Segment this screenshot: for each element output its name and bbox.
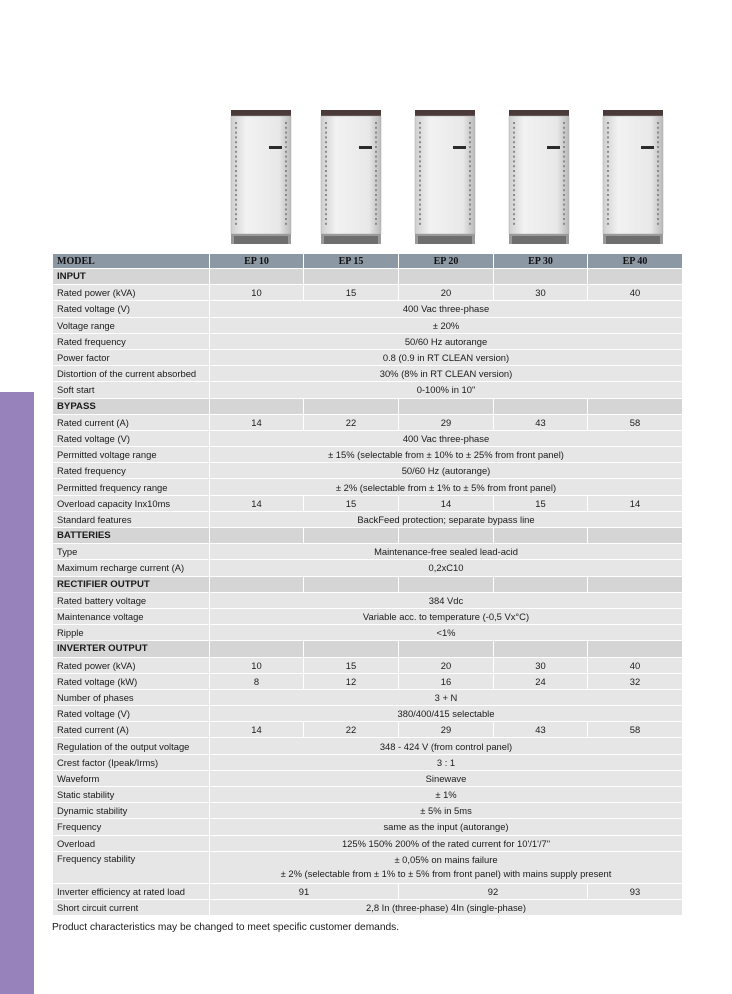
table-row xyxy=(53,430,683,446)
value-cell: Maintenance-free sealed lead-acid xyxy=(210,544,683,560)
value-cell: Sinewave xyxy=(210,770,683,786)
table-row xyxy=(53,366,683,382)
value-cell: 400 Vac three-phase xyxy=(210,430,683,446)
table-row xyxy=(53,285,683,301)
row-label: Permitted frequency range xyxy=(53,479,210,495)
section-row xyxy=(53,641,683,657)
empty-cell xyxy=(210,641,304,657)
row-label: Regulation of the output voltage xyxy=(53,738,210,754)
table-row xyxy=(53,803,683,819)
value-cell: ± 20% xyxy=(210,317,683,333)
empty-cell xyxy=(304,528,399,544)
footer-note: Product characteristics may be changed to meet specific customer demands. xyxy=(52,922,400,933)
value-cell: 30 xyxy=(494,285,588,301)
table-row xyxy=(53,689,683,705)
row-label: Maintenance voltage xyxy=(53,608,210,624)
row-label: Frequency xyxy=(53,819,210,835)
value-cell: 14 xyxy=(399,495,494,511)
table-row xyxy=(53,673,683,689)
empty-cell xyxy=(494,528,588,544)
value-cell: 2,8 In (three-phase) 4In (single-phase) xyxy=(210,899,683,915)
empty-cell xyxy=(399,576,494,592)
value-cell: 43 xyxy=(494,722,588,738)
row-label: Rated voltage (V) xyxy=(53,430,210,446)
table-row xyxy=(53,851,683,883)
section-heading: BYPASS xyxy=(53,398,210,414)
table-row xyxy=(53,770,683,786)
row-label: Soft start xyxy=(53,382,210,398)
row-label: Voltage range xyxy=(53,317,210,333)
product-images xyxy=(210,104,682,248)
table-row xyxy=(53,819,683,835)
ups-cabinet-image xyxy=(602,110,664,246)
value-cell: 15 xyxy=(304,285,399,301)
header-model-name: EP 40 xyxy=(588,254,683,269)
value-cell: 384 Vdc xyxy=(210,592,683,608)
value-cell: 400 Vac three-phase xyxy=(210,301,683,317)
section-row xyxy=(53,269,683,285)
empty-cell xyxy=(588,576,683,592)
empty-cell xyxy=(304,269,399,285)
value-cell: 10 xyxy=(210,285,304,301)
row-label: Overload capacity Inx10ms xyxy=(53,495,210,511)
section-heading: INVERTER OUTPUT xyxy=(53,641,210,657)
value-cell: 0,2xC10 xyxy=(210,560,683,576)
value-cell: 15 xyxy=(304,657,399,673)
value-cell: 380/400/415 selectable xyxy=(210,706,683,722)
value-cell: same as the input (autorange) xyxy=(210,819,683,835)
table-row xyxy=(53,722,683,738)
table-row xyxy=(53,706,683,722)
table-row xyxy=(53,738,683,754)
empty-cell xyxy=(210,528,304,544)
table-row xyxy=(53,592,683,608)
empty-cell xyxy=(304,576,399,592)
ups-cabinet-image xyxy=(230,110,292,246)
value-cell: 125% 150% 200% of the rated current for 10'/1'/7" xyxy=(210,835,683,851)
table-row xyxy=(53,754,683,770)
value-line: ± 2% (selectable from ± 1% to ± 5% from front panel) with mains supply present xyxy=(280,868,612,880)
table-row xyxy=(53,883,683,899)
value-cell: ± 2% (selectable from ± 1% to ± 5% from front panel) xyxy=(210,479,683,495)
table-row xyxy=(53,835,683,851)
row-label: Permitted voltage range xyxy=(53,447,210,463)
table-row xyxy=(53,317,683,333)
value-cell: 30% (8% in RT CLEAN version) xyxy=(210,366,683,382)
table-row xyxy=(53,608,683,624)
row-label: Crest factor (Ipeak/Irms) xyxy=(53,754,210,770)
value-cell: 20 xyxy=(399,285,494,301)
table-row xyxy=(53,657,683,673)
value-cell: 40 xyxy=(588,285,683,301)
value-cell: BackFeed protection; separate bypass line xyxy=(210,511,683,527)
row-label: Distortion of the current absorbed xyxy=(53,366,210,382)
empty-cell xyxy=(588,528,683,544)
ups-cabinet-image xyxy=(414,110,476,246)
value-cell: 20 xyxy=(399,657,494,673)
table-row xyxy=(53,511,683,527)
section-heading: INPUT xyxy=(53,269,210,285)
row-label: Type xyxy=(53,544,210,560)
ups-cabinet-image xyxy=(508,110,570,246)
value-cell: 24 xyxy=(494,673,588,689)
empty-cell xyxy=(210,269,304,285)
table-row xyxy=(53,349,683,365)
table-row xyxy=(53,301,683,317)
empty-cell xyxy=(399,641,494,657)
row-label: Waveform xyxy=(53,770,210,786)
table-row xyxy=(53,560,683,576)
value-cell: 32 xyxy=(588,673,683,689)
value-cell: 50/60 Hz (autorange) xyxy=(210,463,683,479)
table-row xyxy=(53,495,683,511)
section-row xyxy=(53,528,683,544)
value-cell: 3 + N xyxy=(210,689,683,705)
empty-cell xyxy=(494,269,588,285)
value-cell: Variable acc. to temperature (-0,5 Vx°C) xyxy=(210,608,683,624)
row-label: Rated current (A) xyxy=(53,414,210,430)
value-cell: 0.8 (0.9 in RT CLEAN version) xyxy=(210,349,683,365)
value-cell: 15 xyxy=(304,495,399,511)
value-cell: 22 xyxy=(304,722,399,738)
row-label: Power factor xyxy=(53,349,210,365)
row-label: Rated current (A) xyxy=(53,722,210,738)
value-cell: 8 xyxy=(210,673,304,689)
value-cell: <1% xyxy=(210,625,683,641)
empty-cell xyxy=(494,641,588,657)
row-label: Number of phases xyxy=(53,689,210,705)
value-cell: 40 xyxy=(588,657,683,673)
value-cell: 348 - 424 V (from control panel) xyxy=(210,738,683,754)
row-label: Overload xyxy=(53,835,210,851)
section-heading: RECTIFIER OUTPUT xyxy=(53,576,210,592)
header-model-name: EP 10 xyxy=(210,254,304,269)
empty-cell xyxy=(210,398,304,414)
empty-cell xyxy=(304,398,399,414)
table-row xyxy=(53,544,683,560)
table-row xyxy=(53,787,683,803)
value-cell: 43 xyxy=(494,414,588,430)
section-row xyxy=(53,398,683,414)
value-cell: 30 xyxy=(494,657,588,673)
row-label: Rated voltage (kW) xyxy=(53,673,210,689)
row-label: Dynamic stability xyxy=(53,803,210,819)
value-cell: 3 : 1 xyxy=(210,754,683,770)
side-color-bar xyxy=(0,392,34,994)
row-label: Rated battery voltage xyxy=(53,592,210,608)
section-row xyxy=(53,576,683,592)
value-cell: ± 5% in 5ms xyxy=(210,803,683,819)
value-cell: 15 xyxy=(494,495,588,511)
empty-cell xyxy=(494,576,588,592)
empty-cell xyxy=(494,398,588,414)
table-row xyxy=(53,625,683,641)
row-label: Frequency stability xyxy=(53,851,210,883)
table-row xyxy=(53,899,683,915)
table-header-row xyxy=(53,254,683,269)
empty-cell xyxy=(399,269,494,285)
table-row xyxy=(53,447,683,463)
value-cell: 14 xyxy=(210,495,304,511)
empty-cell xyxy=(304,641,399,657)
value-cell: 50/60 Hz autorange xyxy=(210,333,683,349)
value-cell: 14 xyxy=(588,495,683,511)
header-model-name: EP 30 xyxy=(494,254,588,269)
value-cell xyxy=(210,851,683,883)
value-cell: 12 xyxy=(304,673,399,689)
ups-cabinet-image xyxy=(320,110,382,246)
value-cell: 0-100% in 10" xyxy=(210,382,683,398)
row-label: Short circuit current xyxy=(53,899,210,915)
header-model: MODEL xyxy=(53,254,210,269)
row-label: Rated voltage (V) xyxy=(53,301,210,317)
value-cell: 29 xyxy=(399,722,494,738)
value-line: ± 0,05% on mains failure xyxy=(394,853,498,865)
value-cell: 14 xyxy=(210,414,304,430)
spec-table xyxy=(52,253,683,916)
empty-cell xyxy=(210,576,304,592)
empty-cell xyxy=(399,398,494,414)
value-cell: 16 xyxy=(399,673,494,689)
header-model-name: EP 20 xyxy=(399,254,494,269)
row-label: Maximum recharge current (A) xyxy=(53,560,210,576)
row-label: Rated power (kVA) xyxy=(53,285,210,301)
empty-cell xyxy=(399,528,494,544)
value-cell: 58 xyxy=(588,414,683,430)
value-cell: 91 xyxy=(210,883,399,899)
section-heading: BATTERIES xyxy=(53,528,210,544)
table-row xyxy=(53,414,683,430)
table-row xyxy=(53,382,683,398)
row-label: Rated frequency xyxy=(53,463,210,479)
row-label: Ripple xyxy=(53,625,210,641)
value-cell: ± 1% xyxy=(210,787,683,803)
empty-cell xyxy=(588,398,683,414)
row-label: Inverter efficiency at rated load xyxy=(53,883,210,899)
header-model-name: EP 15 xyxy=(304,254,399,269)
table-row xyxy=(53,333,683,349)
value-cell: 22 xyxy=(304,414,399,430)
value-cell: 14 xyxy=(210,722,304,738)
row-label: Static stability xyxy=(53,787,210,803)
empty-cell xyxy=(588,269,683,285)
row-label: Rated frequency xyxy=(53,333,210,349)
value-cell: 93 xyxy=(588,883,683,899)
value-cell: 92 xyxy=(399,883,588,899)
value-cell: ± 15% (selectable from ± 10% to ± 25% from front panel) xyxy=(210,447,683,463)
empty-cell xyxy=(588,641,683,657)
value-cell: 29 xyxy=(399,414,494,430)
row-label: Rated power (kVA) xyxy=(53,657,210,673)
value-cell: 58 xyxy=(588,722,683,738)
row-label: Standard features xyxy=(53,511,210,527)
table-row xyxy=(53,479,683,495)
value-cell: 10 xyxy=(210,657,304,673)
table-row xyxy=(53,463,683,479)
row-label: Rated voltage (V) xyxy=(53,706,210,722)
